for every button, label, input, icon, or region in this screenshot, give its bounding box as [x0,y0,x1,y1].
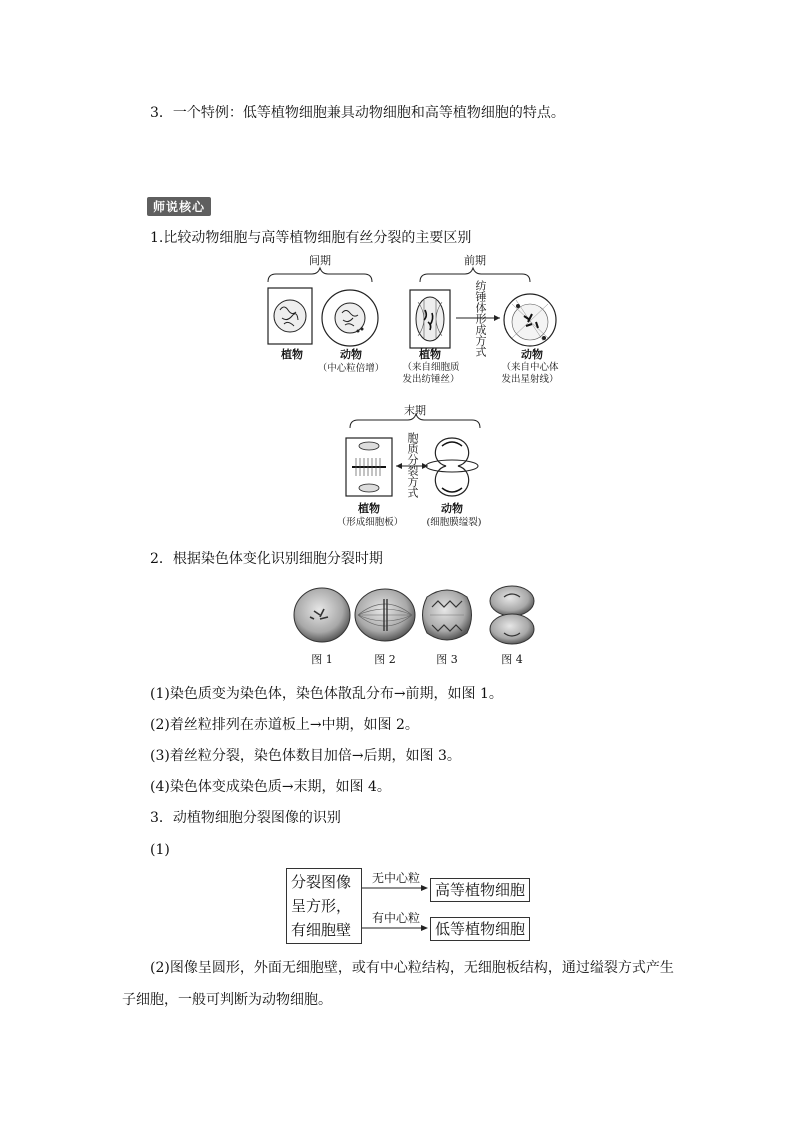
figure-2-label: 图 2 [374,653,396,666]
prophase-plant-note-1: （来自细胞质 [402,362,460,373]
heading-3: 3．动植物细胞分裂图像的识别 [150,810,341,826]
prophase-animal-note-2: 发出星射线） [501,374,559,385]
prophase-plant-note-2: 发出纺锤丝） [402,374,460,385]
prophase-plant-label: 植物 [419,348,441,361]
item-2-line-1: (2)图像呈圆形，外面无细胞壁，或有中心粒结构，无细胞板结构，通过缢裂方式产生 [150,960,674,976]
no-centriole-label: 无中心粒 [371,871,420,885]
heading-2: 2．根据染色体变化识别细胞分裂时期 [150,551,383,567]
rule-3: (3)着丝粒分裂，染色体数目加倍→后期，如图 3。 [150,748,461,764]
interphase-plant-label: 植物 [281,348,303,361]
lower-plant-box: 低等植物细胞 [430,917,530,941]
has-centriole-label: 有中心粒 [371,911,420,925]
heading-1: 1.比较动物细胞与高等植物细胞有丝分裂的主要区别 [150,230,472,246]
higher-plant-box: 高等植物细胞 [430,878,530,902]
prophase-animal-label: 动物 [521,348,543,361]
rule-1: (1)染色质变为染色体，染色体散乱分布→前期，如图 1。 [150,686,503,702]
intro-line: 3．一个特例：低等植物细胞兼具动物细胞和高等植物细胞的特点。 [150,105,565,121]
telophase-animal-note: (细胞膜缢裂) [426,517,482,528]
section-badge: 师说核心 [147,197,211,216]
source-box [286,868,362,944]
figure-3-label: 图 3 [436,653,458,666]
interphase-animal-label: 动物 [340,348,362,361]
spindle-method-label: 纺锤体形成方式 [474,280,487,357]
figure-1-label: 图 1 [311,653,333,666]
telophase-plant-note: （形成细胞板） [336,517,404,528]
cell-identification-flow [286,868,540,948]
mitosis-comparison-diagram-top [260,254,560,398]
telophase-animal-label: 动物 [441,502,463,515]
source-line-1: 分裂图像 [291,873,352,891]
figure-4-label: 图 4 [501,653,523,666]
prophase-label: 前期 [464,254,486,267]
prophase-animal-note-1: （来自中心体 [501,362,559,373]
rule-4: (4)染色体变成染色质→末期，如图 4。 [150,779,391,795]
item-2-line-2: 子细胞，一般可判断为动物细胞。 [122,992,332,1008]
interphase-animal-note: （中心粒倍增） [317,363,385,374]
rule-2: (2)着丝粒排列在赤道板上→中期，如图 2。 [150,717,419,733]
mitosis-comparison-diagram-telophase [330,402,500,537]
phase-figures [290,585,540,670]
source-line-3: 有细胞壁 [291,921,352,939]
interphase-label: 间期 [309,254,331,267]
item-1-label: (1) [150,842,170,858]
telophase-plant-label: 植物 [358,502,380,515]
telophase-label: 末期 [404,404,426,417]
source-line-2: 呈方形， [291,897,352,915]
cytokinesis-method-label: 胞质分裂方式 [406,432,419,498]
